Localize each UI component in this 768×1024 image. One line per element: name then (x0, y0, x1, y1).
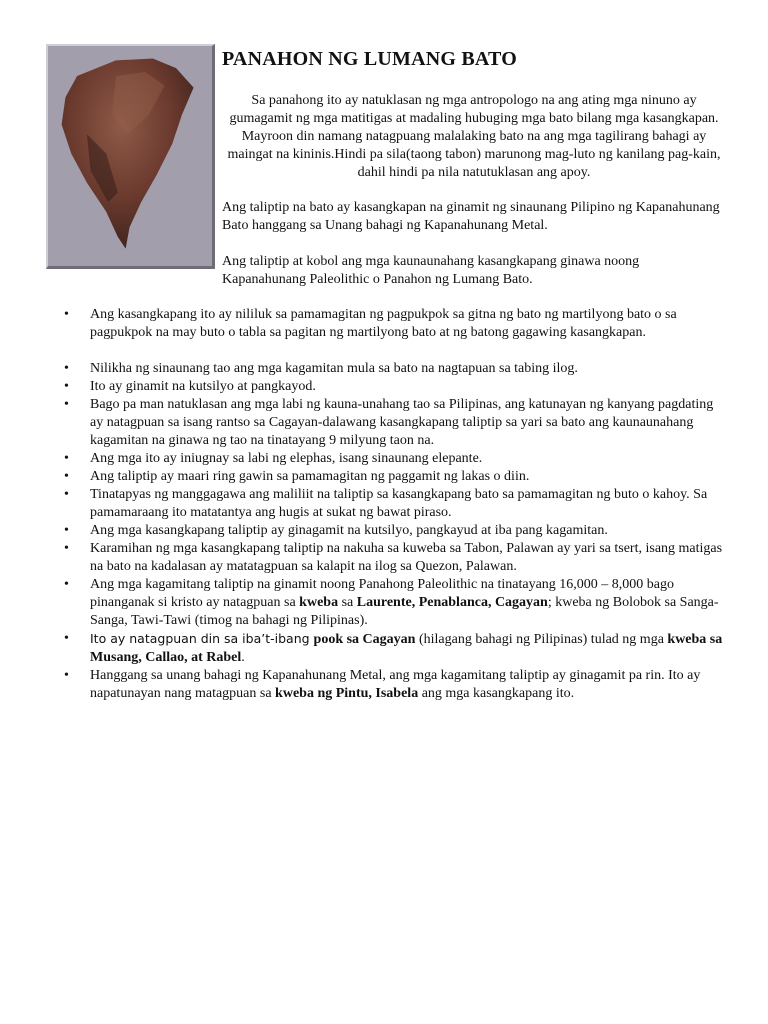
list-item-text: Hanggang sa unang bahagi ng Kapanahunang Metal, ang mga kagamitang taliptip ay ginagamit pa rin. Ito ay napatunayan nang matagpuan sa (90, 668, 701, 701)
bullet-list (62, 360, 726, 703)
stone-tool-image (46, 44, 215, 269)
list-item: • Bago pa man natuklasan ang mga labi ng kauna-unahang tao sa Pilipinas, ang katunayan ng kanyang pagdating ay natagpuan sa isang rantso sa Cagayan-dalawang kasangkapang taliptip sa yari sa bato ang kaunaunahang kagamitan na ginawa ng tao na tinatayang 9 milyung taon na. (62, 396, 726, 450)
bullet-list-first (62, 306, 726, 342)
list-item-pook (62, 630, 726, 667)
list-item-text: sa (338, 595, 357, 610)
bold-location: kweba sa Musang, Callao, at Rabel (90, 632, 723, 665)
list-item: • Ang mga ito ay iniugnay sa labi ng elephas, isang sinaunang elepante. (62, 450, 726, 468)
list-item-cagayan (62, 576, 726, 630)
list-item-text: Ito ay natagpuan din sa iba’t-ibang (90, 631, 314, 646)
list-item-text: ang mga kasangkapang ito. (418, 686, 575, 701)
list-item: • Ito ay ginamit na kutsilyo at pangkayod. (62, 378, 726, 396)
stone-tool-illustration (48, 46, 212, 266)
list-item: • Tinatapyas ng manggagawa ang maliliit na taliptip sa kasangkapang bato sa pamamagitan ng buto o kahoy. Sa pamamaraang ito matatantya ang hugis at sukat ng bawat piraso. (62, 486, 726, 522)
list-item: • Ang kasangkapang ito ay nililuk sa pamamagitan ng pagpukpok sa gitna ng bato ng martilyong bato o sa pagpukpok na may buto o tabla sa pagitan ng martilyong bato at ng batong gagawing kasangkapan. (62, 306, 726, 342)
bold-location: kweba ng Pintu, Isabela (275, 686, 419, 701)
intro-paragraph: Sa panahong ito ay natuklasan ng mga antropologo na ang ating mga ninuno ay gumagamit ng mga matitigas at madaling hubuging mga bato bilang mga kasangkapan. Mayroon din namang natagpuang malalaking bato na ang mga tagilirang bahagi ay maingat na kininis.Hindi pa sila(taong tabon) marunong mag-luto ng kanilang pag-kain, dahil hindi pa nila natutuklasan ang apoy. (227, 93, 721, 180)
list-item-text: (hilagang bahagi ng Pilipinas) tulad ng mga (415, 632, 668, 647)
list-item-text: Ang mga kagamitang taliptip na ginamit noong Panahong Paleolithic na tinatayang 16,000 – 8,000 bago pinanganak si kristo ay natagpuan sa (90, 577, 675, 610)
list-item: • Nilikha ng sinaunang tao ang mga kagamitan mula sa bato na nagtapuan sa tabing ilog. (62, 360, 726, 378)
list-item-text: . (241, 650, 245, 665)
list-item: • Ang mga kasangkapang taliptip ay ginagamit na kutsilyo, pangkayud at iba pang kagamitan. (62, 522, 726, 540)
list-item-text: ; kweba ng Bolobok sa Sanga-Sanga, Tawi-Tawi (timog na bahagi ng Pilipinas). (90, 595, 719, 628)
bold-location: Laurente, Penablanca, Cagayan (356, 595, 548, 610)
paragraph-kobol: Ang taliptip at kobol ang mga kaunaunahang kasangkapang ginawa noong Kapanahunang Paleolithic o Panahon ng Lumang Bato. (222, 254, 640, 287)
paragraph-taliptip: Ang taliptip na bato ay kasangkapan na ginamit ng sinaunang Pilipino ng Kapanahunang Bato hanggang sa Unang bahagi ng Kapanahunang Metal. (222, 200, 720, 233)
bold-location: pook sa Cagayan (313, 632, 416, 647)
page-title: PANAHON NG LUMANG BATO (222, 48, 517, 70)
list-item: • Ang taliptip ay maari ring gawin sa pamamagitan ng paggamit ng lakas o diin. (62, 468, 726, 486)
list-item-pintu (62, 667, 726, 703)
list-item: • Karamihan ng mga kasangkapang taliptip na nakuha sa kuweba sa Tabon, Palawan ay yari sa tsert, isang matigas na bato na kadalasan ay matatagpuan sa kalapit na ilog sa Quezon, Palawan. (62, 540, 726, 576)
bold-kweba: kweba (299, 595, 339, 610)
